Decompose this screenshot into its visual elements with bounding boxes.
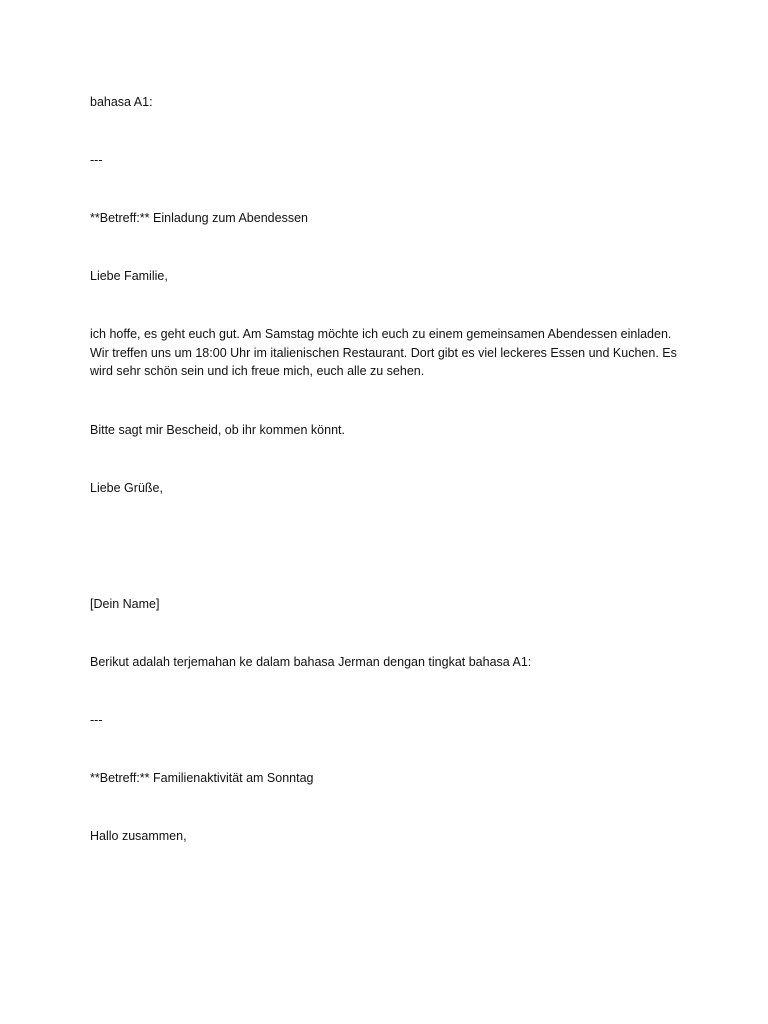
heading-fragment: bahasa A1: — [90, 95, 153, 109]
subject-line: **Betreff:** Familienaktivität am Sonntag — [90, 771, 314, 785]
translation-intro: Berikut adalah terjemahan ke dalam bahasa Jerman dengan tingkat bahasa A1: — [90, 655, 532, 669]
signature-placeholder: [Dein Name] — [90, 597, 160, 611]
body-paragraph: ich hoffe, es geht euch gut. Am Samstag möchte ich euch zu einem gemeinsamen Abendessen einladen. Wir treffen uns um 18:00 Uhr im italienischen Restaurant. Dort gibt es viel leckeres Essen und Kuchen. Es wird sehr schön sein und ich freue mich, euch alle zu sehen. — [90, 327, 681, 378]
separator-line: --- — [90, 153, 103, 167]
salutation: Liebe Familie, — [90, 269, 168, 283]
request-paragraph: Bitte sagt mir Bescheid, ob ihr kommen könnt. — [90, 423, 345, 437]
closing: Liebe Grüße, — [90, 481, 163, 495]
separator-line: --- — [90, 713, 103, 727]
subject-line: **Betreff:** Einladung zum Abendessen — [90, 211, 308, 225]
salutation: Hallo zusammen, — [90, 829, 187, 843]
